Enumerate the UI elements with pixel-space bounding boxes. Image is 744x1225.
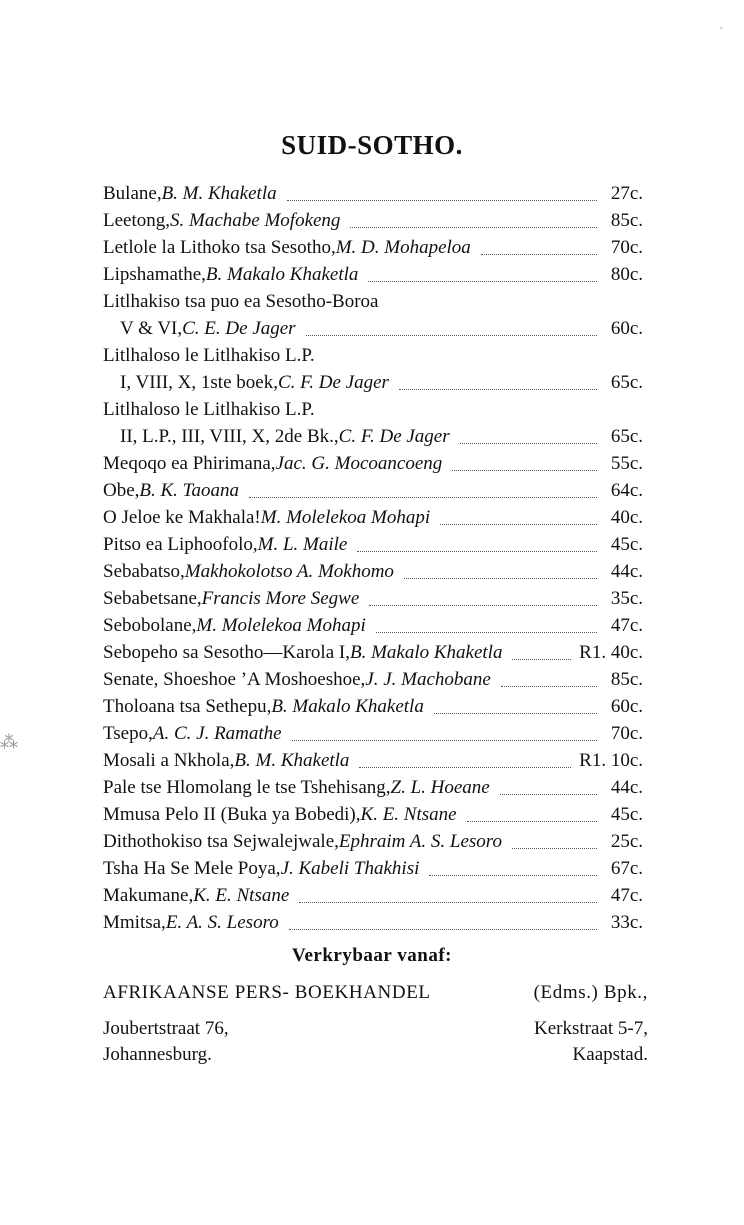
- book-entry: [103, 801, 643, 828]
- book-entry: [103, 720, 643, 747]
- book-entry: [103, 450, 643, 477]
- book-price: 25c.: [610, 831, 643, 852]
- dot-leader: [369, 604, 597, 606]
- book-entry-line: [103, 558, 643, 585]
- publisher-name: [103, 982, 648, 1004]
- book-entry: [103, 585, 643, 612]
- book-list: [103, 180, 643, 936]
- dot-leader: [359, 766, 571, 768]
- book-title: Letlole la Lithoko tsa Sesotho,: [103, 237, 336, 258]
- book-title: Litlhakiso tsa puo ea Sesotho-Boroa: [103, 291, 379, 312]
- book-price: 85c.: [610, 669, 643, 690]
- book-title: Pitso ea Liphoofolo,: [103, 534, 258, 555]
- dot-leader: [306, 334, 597, 336]
- book-title: Tsepo,: [103, 723, 153, 744]
- book-price: 35c.: [610, 588, 643, 609]
- book-entry-line: [103, 423, 643, 450]
- book-price: 70c.: [610, 723, 643, 744]
- book-price: 45c.: [610, 534, 643, 555]
- book-price: 44c.: [610, 777, 643, 798]
- book-entry-line: [103, 504, 643, 531]
- page-title: SUID-SOTHO.: [281, 130, 463, 160]
- book-price: 70c.: [610, 237, 643, 258]
- book-price: 80c.: [610, 264, 643, 285]
- book-price: R1. 10c.: [579, 750, 643, 771]
- book-entry: [103, 180, 643, 207]
- book-entry: [103, 882, 643, 909]
- book-entry: [103, 558, 643, 585]
- dot-leader: [368, 280, 597, 282]
- dot-leader: [399, 388, 597, 390]
- book-price: 47c.: [610, 615, 643, 636]
- book-entry-line: [103, 693, 643, 720]
- dot-leader: [512, 847, 597, 849]
- book-author: C. E. De Jager: [182, 318, 296, 339]
- book-author: C. F. De Jager: [277, 372, 389, 393]
- dot-leader: [376, 631, 597, 633]
- address-kaapstad: [534, 1016, 648, 1068]
- book-entry-line: [103, 801, 643, 828]
- book-title: Mmitsa,: [103, 912, 166, 933]
- book-entry: [103, 693, 643, 720]
- book-title: Meqoqo ea Phirimana,: [103, 453, 276, 474]
- book-entry-line: [103, 747, 643, 774]
- book-author: B. M. Khaketla: [161, 183, 277, 204]
- book-price: 60c.: [610, 696, 643, 717]
- book-author: E. A. S. Lesoro: [165, 912, 279, 933]
- book-title: Mmusa Pelo II (Buka ya Bobedi),: [103, 804, 361, 825]
- book-author: J. Kabeli Thakhisi: [280, 858, 420, 879]
- book-entry: [103, 288, 643, 342]
- book-title: Litlhaloso le Litlhakiso L.P.: [103, 345, 315, 366]
- book-entry: [103, 828, 643, 855]
- book-author: B. M. Khaketla: [234, 750, 350, 771]
- publisher-name-left: AFRIKAANSE PERS- BOEKHANDEL: [103, 982, 431, 1003]
- book-title: Pale tse Hlomolang le tse Tshehisang,: [103, 777, 391, 798]
- book-price: 85c.: [610, 210, 643, 231]
- book-price: 65c.: [610, 372, 643, 393]
- book-author: M. Molelekoa Mohapi: [260, 507, 431, 528]
- book-entry-line: [103, 315, 643, 342]
- book-entry: [103, 909, 643, 936]
- book-title: Obe,: [103, 480, 140, 501]
- book-entry-line: [103, 369, 643, 396]
- book-author: B. Makalo Khaketla: [349, 642, 503, 663]
- book-title: Litlhaloso le Litlhakiso L.P.: [103, 399, 315, 420]
- book-title: Tsha Ha Se Mele Poya,: [103, 858, 281, 879]
- book-entry: [103, 747, 643, 774]
- dot-leader: [299, 901, 597, 903]
- book-entry: [103, 531, 643, 558]
- book-author: Ephraim A. S. Lesoro: [338, 831, 502, 852]
- book-price: 67c.: [610, 858, 643, 879]
- book-price: R1. 40c.: [579, 642, 643, 663]
- dot-leader: [350, 226, 597, 228]
- book-title: V & VI,: [120, 318, 183, 339]
- book-title: Sebobolane,: [103, 615, 197, 636]
- book-entry-line: [103, 882, 643, 909]
- book-title: Leetong,: [103, 210, 171, 231]
- book-entry-line: [103, 288, 643, 315]
- book-entry-line: [103, 234, 643, 261]
- scan-mark: ⁂: [0, 732, 18, 752]
- book-price: 45c.: [610, 804, 643, 825]
- address-line: Joubertstraat 76,: [103, 1018, 229, 1039]
- dot-leader: [249, 496, 597, 498]
- book-entry-line: [103, 342, 643, 369]
- book-title: O Jeloe ke Makhala!: [103, 507, 261, 528]
- book-price: 44c.: [610, 561, 643, 582]
- book-title: Senate, Shoeshoe ’A Moshoeshoe,: [103, 669, 366, 690]
- dot-leader: [289, 928, 597, 930]
- book-title: Mosali a Nkhola,: [103, 750, 235, 771]
- dot-leader: [460, 442, 597, 444]
- scan-mark: ': [720, 26, 722, 37]
- book-author: B. Makalo Khaketla: [271, 696, 424, 717]
- book-price: 65c.: [610, 426, 643, 447]
- book-author: A. C. J. Ramathe: [152, 723, 282, 744]
- book-entry: [103, 477, 643, 504]
- book-author: S. Machabe Mofokeng: [170, 210, 341, 231]
- book-title: I, VIII, X, 1ste boek,: [120, 372, 278, 393]
- book-author: C. F. De Jager: [338, 426, 450, 447]
- book-title: Bulane,: [103, 183, 162, 204]
- book-price: 55c.: [610, 453, 643, 474]
- book-title: Sebopeho sa Sesotho—Karola I,: [103, 642, 350, 663]
- book-entry-line: [103, 477, 643, 504]
- book-title: Sebabatso,: [103, 561, 185, 582]
- dot-leader: [467, 820, 597, 822]
- book-entry: [103, 261, 643, 288]
- dot-leader: [434, 712, 597, 714]
- dot-leader: [404, 577, 597, 579]
- book-entry-line: [103, 639, 643, 666]
- address-line: Kerkstraat 5-7,: [534, 1018, 648, 1039]
- book-author: M. L. Maile: [257, 534, 348, 555]
- book-price: 27c.: [610, 183, 643, 204]
- book-entry-line: [103, 612, 643, 639]
- book-entry-line: [103, 396, 643, 423]
- book-author: M. Molelekoa Mohapi: [196, 615, 366, 636]
- book-title: II, L.P., III, VIII, X, 2de Bk.,: [120, 426, 339, 447]
- address-johannesburg: [103, 1016, 229, 1068]
- book-entry-line: [103, 585, 643, 612]
- book-author: Z. L. Hoeane: [390, 777, 490, 798]
- book-entry-line: [103, 207, 643, 234]
- book-entry-line: [103, 774, 643, 801]
- book-author: B. Makalo Khaketla: [205, 264, 359, 285]
- book-entry: [103, 207, 643, 234]
- dot-leader: [500, 793, 597, 795]
- book-title: Dithothokiso tsa Sejwalejwale,: [103, 831, 339, 852]
- book-entry-line: [103, 261, 643, 288]
- book-entry-line: [103, 909, 643, 936]
- book-price: 47c.: [610, 885, 643, 906]
- book-entry-line: [103, 450, 643, 477]
- dot-leader: [287, 199, 597, 201]
- book-entry-line: [103, 828, 643, 855]
- dot-leader: [452, 469, 597, 471]
- book-entry-line: [103, 666, 643, 693]
- book-title: Sebabetsane,: [103, 588, 202, 609]
- book-price: 64c.: [610, 480, 643, 501]
- book-author: J. J. Machobane: [365, 669, 491, 690]
- publisher-name-right: (Edms.) Bpk.,: [533, 982, 648, 1003]
- book-entry-line: [103, 531, 643, 558]
- address-line: Johannesburg.: [103, 1044, 212, 1065]
- book-title: Lipshamathe,: [103, 264, 206, 285]
- dot-leader: [512, 658, 571, 660]
- book-entry: [103, 234, 643, 261]
- address-line: Kaapstad.: [572, 1044, 648, 1065]
- book-entry: [103, 639, 643, 666]
- book-author: Makhokolotso A. Mokhomo: [184, 561, 394, 582]
- book-entry: [103, 666, 643, 693]
- book-entry: [103, 612, 643, 639]
- book-author: K. E. Ntsane: [193, 885, 290, 906]
- book-price: 60c.: [610, 318, 643, 339]
- dot-leader: [357, 550, 597, 552]
- book-entry-line: [103, 180, 643, 207]
- book-entry: [103, 342, 643, 396]
- book-author: Francis More Segwe: [201, 588, 360, 609]
- book-author: K. E. Ntsane: [360, 804, 457, 825]
- dot-leader: [292, 739, 597, 741]
- book-entry: [103, 774, 643, 801]
- book-price: 40c.: [610, 507, 643, 528]
- dot-leader: [501, 685, 597, 687]
- book-entry: [103, 504, 643, 531]
- book-entry-line: [103, 720, 643, 747]
- book-title: Tholoana tsa Sethepu,: [103, 696, 272, 717]
- book-entry: [103, 396, 643, 450]
- book-title: Makumane,: [103, 885, 194, 906]
- dot-leader: [481, 253, 597, 255]
- book-entry-line: [103, 855, 643, 882]
- book-price: 33c.: [610, 912, 643, 933]
- book-author: B. K. Taoana: [139, 480, 240, 501]
- book-entry: [103, 855, 643, 882]
- book-author: M. D. Mohapeloa: [335, 237, 471, 258]
- book-author: Jac. G. Mocoancoeng: [275, 453, 443, 474]
- available-from-heading: Verkrybaar vanaf:: [292, 945, 452, 966]
- dot-leader: [440, 523, 597, 525]
- dot-leader: [429, 874, 597, 876]
